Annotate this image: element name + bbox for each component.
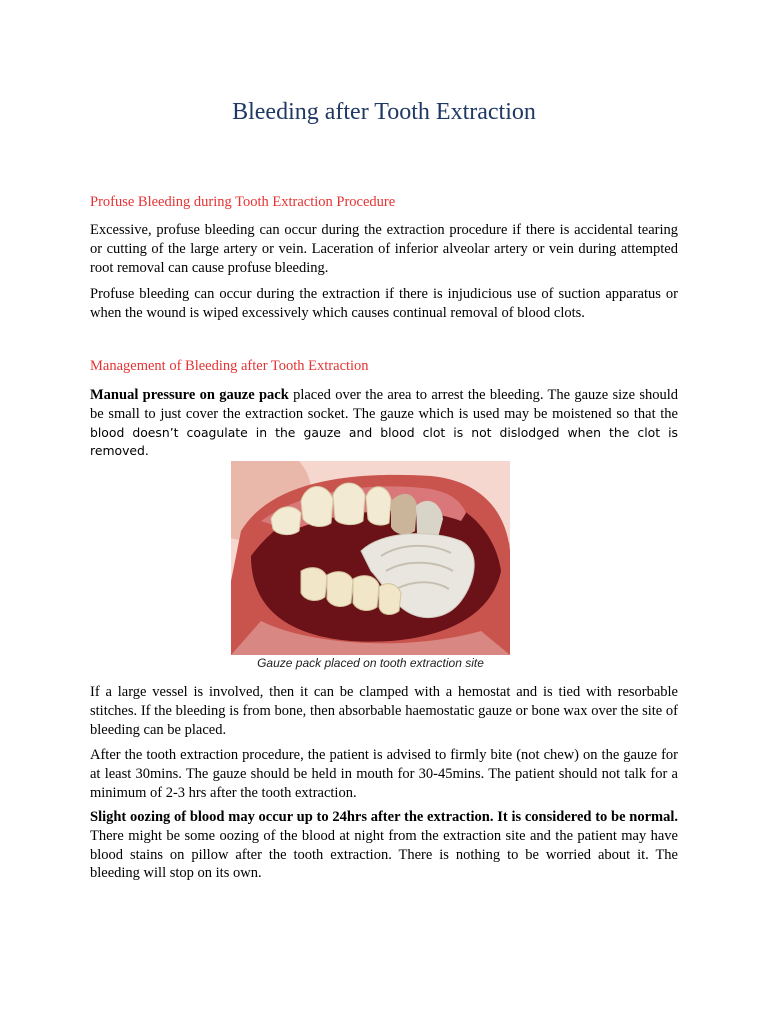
- text-gauze-pressure-tail: blood doesn’t coagulate in the gauze and blood clot is not dislodged when the clot is removed.: [90, 424, 678, 459]
- paragraph-profuse-bleeding-2: Profuse bleeding can occur during the extraction if there is injudicious use of suction apparatus or when the wound is wiped excessively which causes continual removal of blood clots.: [90, 286, 678, 321]
- figure-caption: Gauze pack placed on tooth extraction site: [257, 656, 484, 670]
- section-heading-management: Management of Bleeding after Tooth Extraction: [90, 358, 369, 374]
- document-title: Bleeding after Tooth Extraction: [232, 99, 536, 125]
- mouth-illustration: [231, 461, 510, 655]
- paragraph-large-vessel: If a large vessel is involved, then it can be clamped with a hemostat and is tied with resorbable stitches. If the bleeding is from bone, then absorbable haemostatic gauze or bone wax over the site of bleeding can be placed.: [90, 684, 678, 738]
- bold-slight-oozing: Slight oozing of blood may occur up to 24hrs after the extraction. It is considered to be normal.: [90, 809, 678, 825]
- text-slight-oozing: There might be some oozing of the blood at night from the extraction site and the patient may have blood stains on pillow after the tooth extraction. There is nothing to be worried about it. The bleeding will stop on its own.: [90, 827, 678, 882]
- gauze-pack-photo: [231, 461, 510, 655]
- bold-gauze-pressure: Manual pressure on gauze pack: [90, 387, 289, 403]
- section-heading-profuse-bleeding: Profuse Bleeding during Tooth Extraction Procedure: [90, 194, 396, 210]
- text-gauze-pressure: placed over the area to arrest the bleeding. The gauze size should be small to just cover the extraction socket. The gauze which is used may be moistened so that the: [90, 387, 678, 422]
- paragraph-slight-oozing: [90, 808, 678, 883]
- paragraph-profuse-bleeding-1: Excessive, profuse bleeding can occur during the extraction procedure if there is accidental tearing or cutting of the large artery or vein. Laceration of inferior alveolar artery or vein during attempted root removal can cause profuse bleeding.: [90, 222, 678, 276]
- paragraph-gauze-pressure: [90, 386, 678, 461]
- paragraph-bite-gauze: After the tooth extraction procedure, the patient is advised to firmly bite (not chew) on the gauze for at least 30mins. The gauze should be held in mouth for 30-45mins. The patient should not talk for a minimum of 2-3 hrs after the tooth extraction.: [90, 747, 678, 801]
